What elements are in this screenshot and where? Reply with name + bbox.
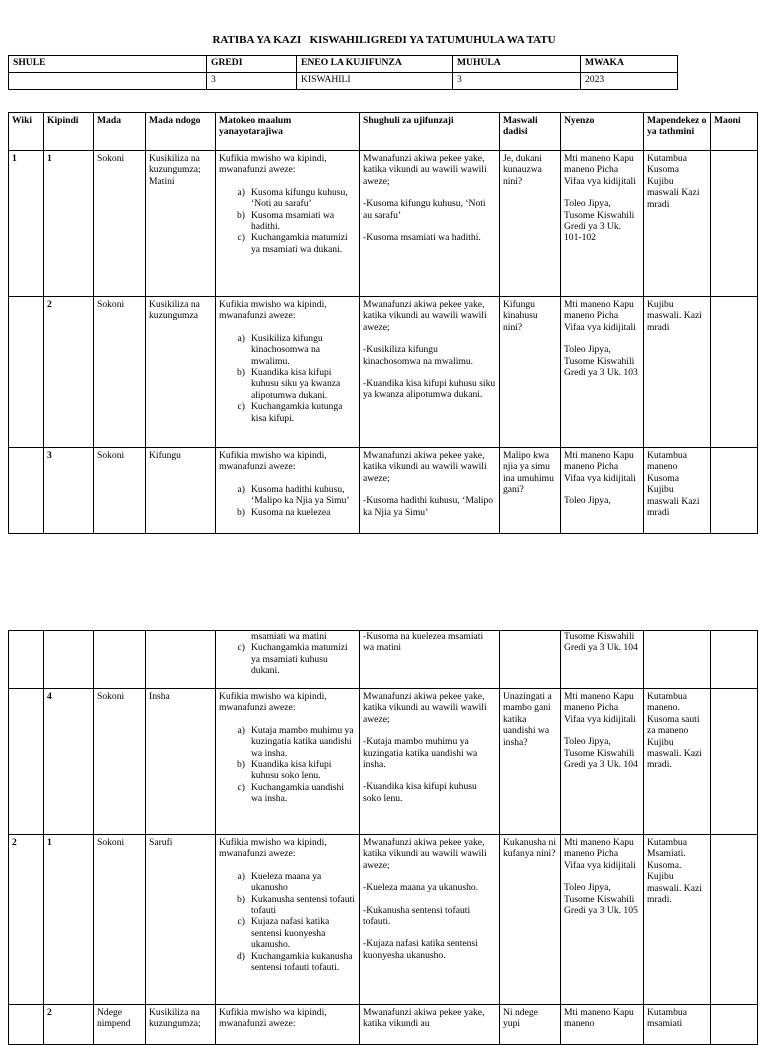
cell-mada-ndogo: Kusikiliza na kuzungumza; bbox=[146, 1005, 216, 1045]
cell-mada: Sokoni bbox=[94, 448, 146, 534]
col-header-kipindi: Kipindi bbox=[44, 113, 94, 151]
nyenzo-line: Tusome Kiswahili Gredi ya 3 Uk. 104 bbox=[564, 631, 638, 654]
meta-header-mwaka: MWAKA bbox=[581, 56, 678, 73]
meta-table bbox=[8, 55, 678, 90]
cell-tathmini: Kutambua maneno. Kusoma sauti za maneno Kujibu maswali. Kazi mradi. bbox=[644, 689, 711, 835]
col-header-mada: Mada bbox=[94, 113, 146, 151]
nyenzo-line: Toleo Jipya, Tusome Kiswahili Gredi ya 3 Uk. 104 bbox=[564, 736, 638, 771]
col-header-tathmini: Mapendekez o ya tathmini bbox=[644, 113, 711, 151]
cell-maswali: Unazingati a mambo gani katika uandishi wa insha? bbox=[500, 689, 561, 835]
cell-nyenzo bbox=[561, 448, 644, 534]
nyenzo-line: Mti maneno Kapu maneno Picha Vifaa vya kidijitali bbox=[564, 153, 636, 187]
cell-mada: Sokoni bbox=[94, 297, 146, 448]
nyenzo-line: Toleo Jipya, Tusome Kiswahili Gredi ya 3 Uk. 105 bbox=[564, 882, 638, 917]
cell-mada-ndogo: Insha bbox=[146, 689, 216, 835]
matokeo-item: Kuchangamkia kukanusha sentensi tofauti tofauti. bbox=[251, 950, 353, 974]
cell-mada-ndogo: Sarufi bbox=[146, 835, 216, 1005]
cell-nyenzo: Mti maneno Kapu maneno bbox=[561, 1005, 644, 1045]
cell-shughuli bbox=[360, 297, 500, 448]
meta-value-gredi: 3 bbox=[207, 73, 297, 90]
cell-wiki bbox=[9, 631, 44, 689]
cell-maoni bbox=[711, 631, 758, 689]
cell-nyenzo bbox=[561, 689, 644, 835]
nyenzo-line: Toleo Jipya, Tusome Kiswahili Gredi ya 3 Uk. 103 bbox=[564, 344, 638, 379]
cell-matokeo: Kufikia mwisho wa kipindi, mwanafunzi aweze: a) Kusoma kifungu kuhusu, ‘Noti au sarafu’ b) Kusoma msamiati wa hadithi. c) Kuchangamkia matumizi ya msamiati wa dukani. bbox=[216, 151, 360, 297]
cell-mada-ndogo bbox=[146, 631, 216, 689]
matokeo-item: Kutaja mambo muhimu ya kuzingatia katika uandishi wa insha. bbox=[251, 724, 354, 759]
matokeo-item: Kusoma kifungu kuhusu, ‘Noti au sarafu’ bbox=[251, 186, 348, 210]
matokeo-item: Kuandika kisa kifupi kuhusu soko lenu. bbox=[251, 759, 332, 782]
cell-kipindi: 2 bbox=[44, 1005, 94, 1045]
cell-maoni bbox=[711, 448, 758, 534]
matokeo-item: Kueleza maana ya ukanusho bbox=[251, 870, 322, 894]
matokeo-item: Kusoma hadithi kuhusu, ‘Malipo ka Njia ya Simu’ bbox=[251, 483, 350, 507]
matokeo-intro: Kufikia mwisho wa kipindi, mwanafunzi aweze: bbox=[219, 299, 327, 322]
cell-maswali bbox=[500, 631, 561, 689]
shughuli-line: -Kutaja mambo muhimu ya kuzingatia katika uandishi wa insha. bbox=[363, 736, 478, 771]
col-header-nyenzo: Nyenzo bbox=[561, 113, 644, 151]
cell-matokeo: Kufikia mwisho wa kipindi, mwanafunzi aweze: a) Kueleza maana ya ukanusho b) Kukanusha sentensi tofauti tofauti c) Kujaza nafasi katika sentensi kuonyesha ukanusho. d) Kuchangamkia kukanusha sentensi tofauti tofauti. bbox=[216, 835, 360, 1005]
cell-mada bbox=[94, 631, 146, 689]
shughuli-line: -Kusoma na kuelezea msamiati wa matini bbox=[363, 631, 484, 654]
cell-mada-ndogo: Kifungu bbox=[146, 448, 216, 534]
cell-mada: Sokoni bbox=[94, 151, 146, 297]
cell-mada-ndogo: Kusikiliza na kuzungumza bbox=[146, 297, 216, 448]
shughuli-line: -Kujaza nafasi katika sentensi kuonyesha ukanusho. bbox=[363, 938, 478, 961]
shughuli-line: -Kusikiliza kifungu kinachosomwa na mwalimu. bbox=[363, 344, 474, 367]
cell-tathmini: Kutambua Kusoma Kujibu maswali Kazi mradi bbox=[644, 151, 711, 297]
cell-nyenzo bbox=[561, 835, 644, 1005]
table-row bbox=[9, 631, 758, 689]
cell-maoni bbox=[711, 297, 758, 448]
matokeo-continuation: msamiati wa matini bbox=[251, 631, 327, 642]
shughuli-line: Mwanafunzi akiwa pekee yake, katika vikundi au wawili wawili aweze; bbox=[363, 691, 487, 725]
shughuli-line: -Kueleza maana ya ukanusho. bbox=[363, 882, 479, 894]
meta-header-eneo: ENEO LA KUJIFUNZA bbox=[297, 56, 453, 73]
shughuli-line: -Kuandika kisa kifupi kuhusu siku ya kwanza alipotumwa dukani. bbox=[363, 378, 496, 401]
cell-maswali: Malipo kwa njia ya simu ina umuhimu gani? bbox=[500, 448, 561, 534]
shughuli-line: -Kusoma hadithi kuhusu, ‘Malipo ka Njia ya Simu’ bbox=[363, 495, 494, 518]
col-header-shughuli: Shughuli za ujifunzaji bbox=[360, 113, 500, 151]
meta-header-gredi: GREDI bbox=[207, 56, 297, 73]
cell-maswali: Kukanusha ni kufanya nini? bbox=[500, 835, 561, 1005]
cell-wiki: 1 bbox=[9, 151, 44, 297]
cell-matokeo: Kufikia mwisho wa kipindi, mwanafunzi aweze: a) Kusoma hadithi kuhusu, ‘Malipo ka Njia ya Simu’ b) Kusoma na kuelezea bbox=[216, 448, 360, 534]
schedule-table-page2 bbox=[8, 630, 758, 1045]
matokeo-item: Kuchangamkia kutunga kisa kifupi. bbox=[251, 401, 343, 424]
shughuli-line: Mwanafunzi akiwa pekee yake, katika vikundi au wawili wawili aweze; bbox=[363, 153, 487, 187]
cell-maoni bbox=[711, 835, 758, 1005]
cell-maswali: Je, dukani kunauzwa nini? bbox=[500, 151, 561, 297]
cell-shughuli bbox=[360, 151, 500, 297]
table-row bbox=[9, 689, 758, 835]
cell-tathmini: Kutambua maneno Kusoma Kujibu maswali Kazi mradi bbox=[644, 448, 711, 534]
cell-shughuli bbox=[360, 448, 500, 534]
matokeo-item: Kuchangamkia uandishi wa insha. bbox=[251, 781, 344, 805]
meta-header-shule: SHULE bbox=[9, 56, 207, 73]
matokeo-item: Kusoma na kuelezea bbox=[251, 506, 331, 518]
matokeo-item: Kuandika kisa kifupi kuhusu siku ya kwanza alipotumwa dukani. bbox=[251, 367, 341, 401]
shughuli-line: -Kukanusha sentensi tofauti tofauti. bbox=[363, 904, 471, 928]
nyenzo-line: Toleo Jipya, Tusome Kiswahili Gredi ya 3 Uk. 101-102 bbox=[564, 198, 635, 244]
col-header-mada-ndogo: Mada ndogo bbox=[146, 113, 216, 151]
meta-header-muhula: MUHULA bbox=[453, 56, 581, 73]
table-row bbox=[9, 297, 758, 448]
cell-kipindi: 1 bbox=[44, 151, 94, 297]
cell-nyenzo bbox=[561, 297, 644, 448]
cell-kipindi: 2 bbox=[44, 297, 94, 448]
cell-matokeo: Kufikia mwisho wa kipindi, mwanafunzi aweze: a) Kutaja mambo muhimu ya kuzingatia katika uandishi wa insha. b) Kuandika kisa kifupi kuhusu soko lenu. c) Kuchangamkia uandishi wa insha. bbox=[216, 689, 360, 835]
matokeo-intro: Kufikia mwisho wa kipindi, mwanafunzi aweze: bbox=[219, 691, 327, 714]
cell-tathmini: Kutambua Msamiati. Kusoma. Kujibu maswali. Kazi mradi. bbox=[644, 835, 711, 1005]
cell-mada: Sokoni bbox=[94, 689, 146, 835]
cell-shughuli bbox=[360, 689, 500, 835]
cell-maswali: Ni ndege yupi bbox=[500, 1005, 561, 1045]
cell-wiki bbox=[9, 689, 44, 835]
matokeo-item: Kujaza nafasi katika sentensi kuonyesha ukanusho. bbox=[251, 916, 330, 951]
matokeo-item: Kukanusha sentensi tofauti tofauti bbox=[251, 893, 355, 917]
col-header-maswali: Maswali dadisi bbox=[500, 113, 561, 151]
shughuli-line: Mwanafunzi akiwa pekee yake, katika vikundi au wawili wawili aweze; bbox=[363, 837, 487, 871]
cell-maswali: Kifungu kinahusu nini? bbox=[500, 297, 561, 448]
matokeo-item: Kuchangamkia matumizi ya msamiati wa dukani. bbox=[251, 232, 348, 255]
cell-mada: Ndege nimpend bbox=[94, 1005, 146, 1045]
cell-wiki bbox=[9, 448, 44, 534]
cell-kipindi bbox=[44, 631, 94, 689]
document-title: RATIBA YA KAZI KISWAHILIGREDI YA TATUMUHULA WA TATU bbox=[212, 34, 556, 46]
nyenzo-line: Mti maneno Kapu maneno Picha Vifaa vya kidijitali bbox=[564, 837, 636, 871]
schedule-table-page1 bbox=[8, 112, 758, 534]
cell-tathmini: Kujibu maswali. Kazi mradi bbox=[644, 297, 711, 448]
cell-tathmini: Kutambua msamiati bbox=[644, 1005, 711, 1045]
cell-tathmini bbox=[644, 631, 711, 689]
cell-wiki bbox=[9, 297, 44, 448]
cell-shughuli: Mwanafunzi akiwa pekee yake, katika vikundi au bbox=[360, 1005, 500, 1045]
cell-wiki bbox=[9, 1005, 44, 1045]
cell-kipindi: 1 bbox=[44, 835, 94, 1005]
matokeo-item: Kuchangamkia matumizi ya msamiati kuhusu dukani. bbox=[251, 642, 348, 677]
matokeo-item: Kusikiliza kifungu kinachosomwa na mwalimu. bbox=[251, 332, 323, 367]
table-row bbox=[9, 1005, 758, 1045]
table-row bbox=[9, 448, 758, 534]
matokeo-intro: Kufikia mwisho wa kipindi, mwanafunzi aweze: bbox=[219, 153, 327, 176]
cell-shughuli bbox=[360, 835, 500, 1005]
meta-value-mwaka: 2023 bbox=[581, 73, 678, 90]
shughuli-line: -Kuandika kisa kifupi kuhusu soko lenu. bbox=[363, 781, 477, 804]
col-header-wiki: Wiki bbox=[9, 113, 44, 151]
cell-maoni bbox=[711, 151, 758, 297]
meta-value-shule bbox=[9, 73, 207, 90]
shughuli-line: -Kusoma msamiati wa hadithi. bbox=[363, 232, 481, 244]
shughuli-line: Mwanafunzi akiwa pekee yake, katika vikundi au wawili wawili aweze; bbox=[363, 299, 487, 333]
cell-maoni bbox=[711, 689, 758, 835]
cell-matokeo: Kufikia mwisho wa kipindi, mwanafunzi aweze: bbox=[216, 1005, 360, 1045]
cell-mada-ndogo: Kusikiliza na kuzungumza; Matini bbox=[146, 151, 216, 297]
cell-nyenzo bbox=[561, 631, 644, 689]
cell-matokeo: Kufikia mwisho wa kipindi, mwanafunzi aweze: a) Kusikiliza kifungu kinachosomwa na mwalimu. b) Kuandika kisa kifupi kuhusu siku ya kwanza alipotumwa dukani. c) Kuchangamkia kutunga kisa kifupi. bbox=[216, 297, 360, 448]
meta-value-eneo: KISWAHILI bbox=[297, 73, 453, 90]
table-row bbox=[9, 151, 758, 297]
cell-shughuli bbox=[360, 631, 500, 689]
table-row bbox=[9, 835, 758, 1005]
cell-mada: Sokoni bbox=[94, 835, 146, 1005]
col-header-matokeo: Matokeo maalum yanayotarajiwa bbox=[216, 113, 360, 151]
cell-kipindi: 4 bbox=[44, 689, 94, 835]
matokeo-intro: Kufikia mwisho wa kipindi, mwanafunzi aweze: bbox=[219, 450, 327, 473]
col-header-maoni: Maoni bbox=[711, 113, 758, 151]
nyenzo-line: Mti maneno Kapu maneno Picha Vifaa vya kidijitali bbox=[564, 450, 636, 484]
meta-value-muhula: 3 bbox=[453, 73, 581, 90]
cell-nyenzo bbox=[561, 151, 644, 297]
matokeo-item: Kusoma msamiati wa hadithi. bbox=[251, 209, 335, 233]
nyenzo-line: Mti maneno Kapu maneno Picha Vifaa vya kidijitali bbox=[564, 299, 636, 333]
shughuli-line: Mwanafunzi akiwa pekee yake, katika vikundi au wawili wawili aweze; bbox=[363, 450, 487, 484]
cell-kipindi: 3 bbox=[44, 448, 94, 534]
matokeo-intro: Kufikia mwisho wa kipindi, mwanafunzi aweze: bbox=[219, 837, 327, 860]
shughuli-line: -Kusoma kifungu kuhusu, ‘Noti au sarafu’ bbox=[363, 198, 486, 221]
cell-matokeo: msamiati wa matini c) Kuchangamkia matumizi ya msamiati kuhusu dukani. bbox=[216, 631, 360, 689]
nyenzo-line: Mti maneno Kapu maneno Picha Vifaa vya kidijitali bbox=[564, 691, 636, 725]
cell-maoni bbox=[711, 1005, 758, 1045]
nyenzo-line: Toleo Jipya, bbox=[564, 495, 611, 507]
cell-wiki: 2 bbox=[9, 835, 44, 1005]
